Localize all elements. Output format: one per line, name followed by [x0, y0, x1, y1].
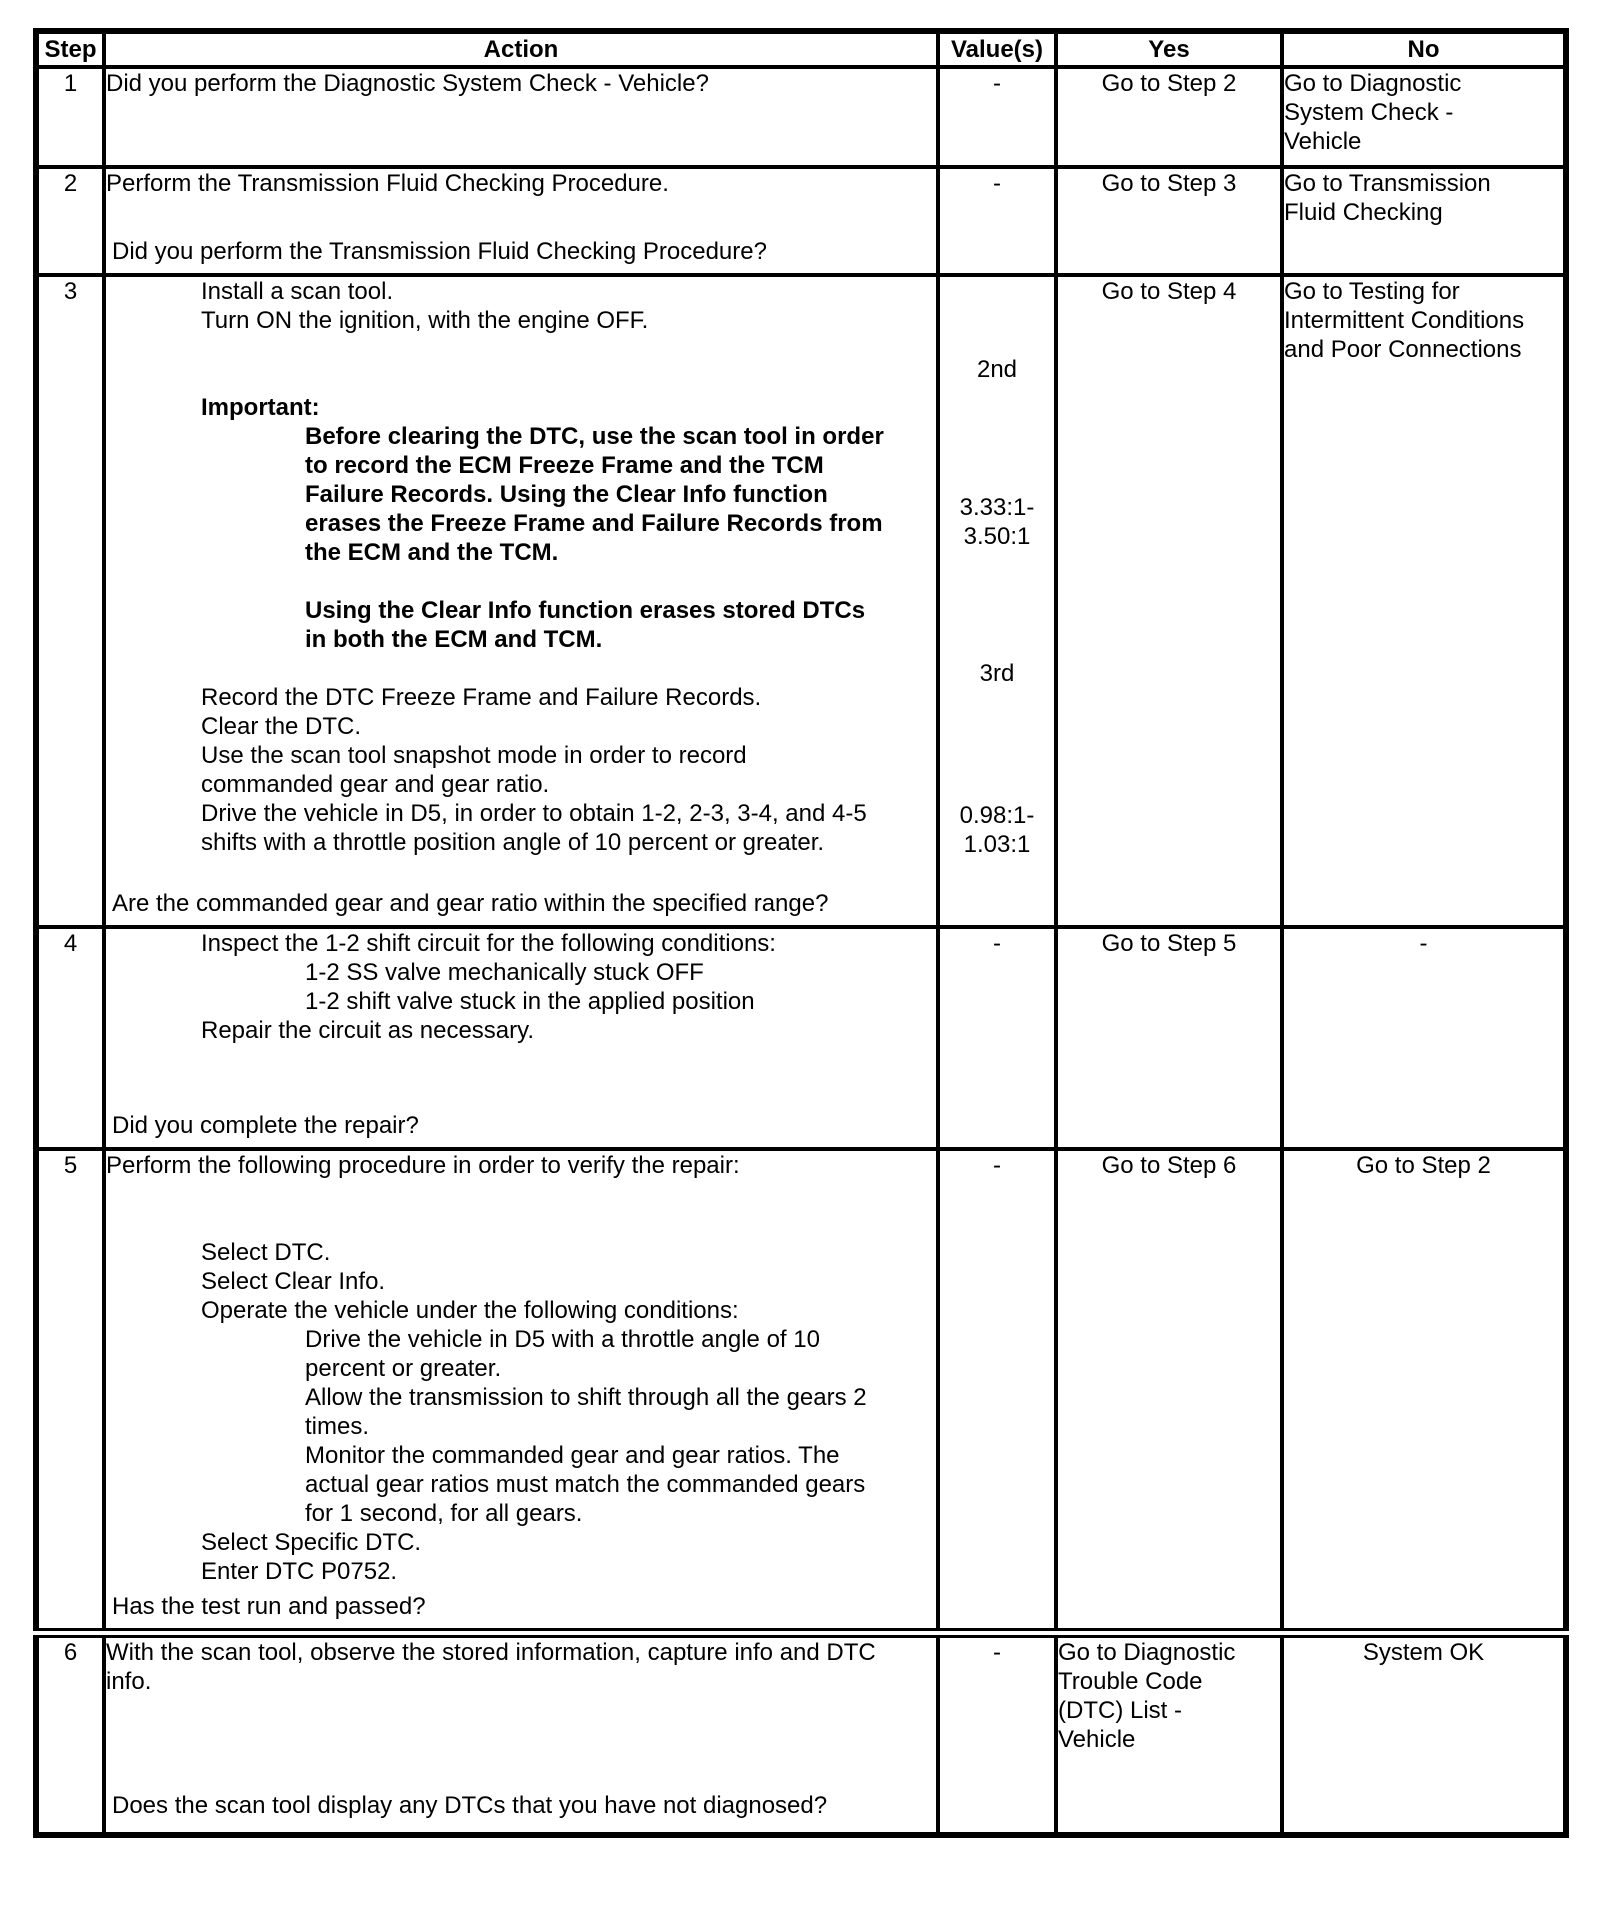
action-line: in both the ECM and TCM. [305, 626, 603, 653]
value-cell [938, 275, 1056, 927]
diagnostic-procedure-page [33, 28, 1569, 1838]
yes-text-line: Go to Diagnostic [1058, 1639, 1236, 1666]
action-line: Operate the vehicle under the following conditions: [201, 1297, 739, 1324]
yes-text-line: Vehicle [1058, 1726, 1136, 1753]
action-line: erases the Freeze Frame and Failure Records from [305, 510, 883, 537]
yes-text-line: (DTC) List - [1058, 1697, 1182, 1724]
action-question: Has the test run and passed? [112, 1593, 426, 1620]
action-line-important: Important: [201, 394, 320, 421]
no-cell: System OK [1282, 1633, 1566, 1835]
action-line: Repair the circuit as necessary. [201, 1017, 535, 1044]
action-question: Did you perform the Transmission Fluid Checking Procedure? [112, 238, 767, 265]
table-row-step-5 [36, 1149, 1566, 1633]
action-line: Perform the Transmission Fluid Checking Procedure. [106, 170, 669, 197]
no-text-line: Go to Diagnostic [1284, 70, 1462, 97]
action-cell [104, 1149, 938, 1633]
step-number: 4 [36, 927, 104, 1149]
no-cell [1282, 67, 1566, 167]
action-question: Are the commanded gear and gear ratio within the specified range? [112, 890, 829, 917]
value-gear: 3rd [979, 660, 1015, 687]
action-line: times. [305, 1413, 370, 1440]
action-line: Enter DTC P0752. [201, 1558, 398, 1585]
action-line: Inspect the 1-2 shift circuit for the following conditions: [201, 930, 776, 957]
action-question: Did you complete the repair? [112, 1112, 419, 1139]
header-no: No [1282, 31, 1566, 67]
action-line: Drive the vehicle in D5, in order to obtain 1-2, 2-3, 3-4, and 4-5 [201, 800, 867, 827]
value-ratio-line: 1.03:1 [963, 831, 1031, 858]
value-cell: - [938, 1149, 1056, 1633]
action-line: Perform the following procedure in order to verify the repair: [106, 1152, 740, 1179]
no-text-line: Fluid Checking [1284, 199, 1443, 226]
no-text-line: and Poor Connections [1284, 336, 1522, 363]
action-line: 1-2 shift valve stuck in the applied position [305, 988, 755, 1015]
step-number: 6 [36, 1633, 104, 1835]
no-cell [1282, 275, 1566, 927]
value-gear: 2nd [976, 356, 1018, 383]
action-cell [104, 167, 938, 275]
table-row-step-3 [36, 275, 1566, 927]
table-header-row [36, 31, 1566, 67]
step-number: 2 [36, 167, 104, 275]
step-number: 5 [36, 1149, 104, 1633]
table-row-step-4 [36, 927, 1566, 1149]
action-line: Failure Records. Using the Clear Info function [305, 481, 828, 508]
value-ratio-line: 3.33:1- [959, 494, 1035, 521]
action-line: Drive the vehicle in D5 with a throttle angle of 10 [305, 1326, 820, 1353]
action-line: the ECM and the TCM. [305, 539, 559, 566]
no-text-line: Vehicle [1284, 128, 1362, 155]
header-values: Value(s) [938, 31, 1056, 67]
no-cell [1282, 167, 1566, 275]
yes-cell: Go to Step 5 [1056, 927, 1282, 1149]
yes-text-line: Trouble Code [1058, 1668, 1203, 1695]
action-line: shifts with a throttle position angle of 10 percent or greater. [201, 829, 825, 856]
action-line: for 1 second, for all gears. [305, 1500, 583, 1527]
action-line: commanded gear and gear ratio. [201, 771, 550, 798]
action-line: 1-2 SS valve mechanically stuck OFF [305, 959, 704, 986]
no-cell: Go to Step 2 [1282, 1149, 1566, 1633]
action-line: Select Clear Info. [201, 1268, 386, 1295]
action-line: actual gear ratios must match the commanded gears [305, 1471, 866, 1498]
diagnostic-table [33, 28, 1569, 1838]
action-cell [104, 275, 938, 927]
yes-cell: Go to Step 2 [1056, 67, 1282, 167]
yes-cell: Go to Step 4 [1056, 275, 1282, 927]
action-line: Select Specific DTC. [201, 1529, 422, 1556]
action-line: Using the Clear Info function erases stored DTCs [305, 597, 866, 624]
no-text-line: Intermittent Conditions [1284, 307, 1525, 334]
table-row-step-2 [36, 167, 1566, 275]
value-ratio-line: 0.98:1- [959, 802, 1035, 829]
action-cell [104, 927, 938, 1149]
no-cell: - [1282, 927, 1566, 1149]
yes-cell [1056, 1633, 1282, 1835]
table-row-step-6 [36, 1633, 1566, 1835]
action-line: Monitor the commanded gear and gear ratios. The [305, 1442, 840, 1469]
action-line: Install a scan tool. [201, 278, 394, 305]
action-line: percent or greater. [305, 1355, 502, 1382]
value-ratio-line: 3.50:1 [963, 523, 1031, 550]
no-text-line: System Check - [1284, 99, 1454, 126]
no-text-line: Go to Transmission [1284, 170, 1491, 197]
action-question: Did you perform the Diagnostic System Check - Vehicle? [106, 70, 709, 97]
action-line: Allow the transmission to shift through all the gears 2 [305, 1384, 867, 1411]
action-line: With the scan tool, observe the stored information, capture info and DTC [106, 1639, 876, 1666]
yes-cell: Go to Step 3 [1056, 167, 1282, 275]
step-number: 3 [36, 275, 104, 927]
value-cell: - [938, 927, 1056, 1149]
header-step: Step [36, 31, 104, 67]
header-action: Action [104, 31, 938, 67]
header-yes: Yes [1056, 31, 1282, 67]
action-cell [104, 67, 938, 167]
value-ratio-range [940, 801, 1054, 859]
action-line: to record the ECM Freeze Frame and the TCM [305, 452, 824, 479]
value-ratio-range [940, 493, 1054, 551]
action-line: Before clearing the DTC, use the scan tool in order [305, 423, 884, 450]
action-question: Does the scan tool display any DTCs that you have not diagnosed? [112, 1792, 828, 1819]
value-cell: - [938, 1633, 1056, 1835]
table-row-step-1 [36, 67, 1566, 167]
action-line: info. [106, 1668, 152, 1695]
action-cell [104, 1633, 938, 1835]
value-cell: - [938, 167, 1056, 275]
step-number: 1 [36, 67, 104, 167]
action-line: Select DTC. [201, 1239, 331, 1266]
action-line: Turn ON the ignition, with the engine OFF. [201, 307, 649, 334]
action-line: Clear the DTC. [201, 713, 362, 740]
action-line: Record the DTC Freeze Frame and Failure Records. [201, 684, 762, 711]
no-text-line: Go to Testing for [1284, 278, 1460, 305]
value-cell: - [938, 67, 1056, 167]
action-line: Use the scan tool snapshot mode in order to record [201, 742, 747, 769]
yes-cell: Go to Step 6 [1056, 1149, 1282, 1633]
